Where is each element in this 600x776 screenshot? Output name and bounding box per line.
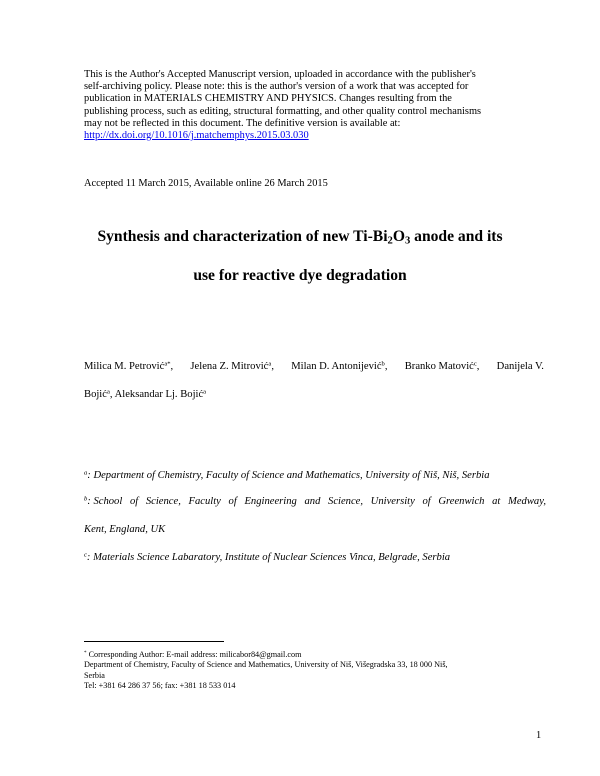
footnote-marker: * [84, 650, 87, 657]
affiliation-c: $^c$: Materials Science Labaratory, Institute of Nuclear Sciences Vinca, Belgrade, Serbia [84, 551, 451, 563]
author: Milan D. Antonijević$^b$, [291, 360, 388, 372]
affiliation-word: of [129, 496, 139, 507]
title-subscript: 3 [404, 235, 411, 247]
author: Bojić$^a$, [84, 388, 113, 400]
affiliation-word: $^b$: School [84, 495, 123, 507]
title-subscript: 2 [387, 235, 393, 247]
affiliation-marker: a [84, 469, 88, 477]
affiliation-word: Engineering [244, 496, 297, 507]
footnote-line: Department of Chemistry, Faculty of Science and Mathematics, University of Niš, Višegradska 33, 18 000 Niš, [84, 660, 448, 670]
footnote-line: * Corresponding Author: E-mail address: milicabor84@gmail.com [84, 650, 302, 659]
author-manuscript-notice [84, 69, 544, 142]
affiliation-word: and [304, 496, 321, 507]
title-text: O [392, 228, 405, 245]
affiliation-word: Greenwich [438, 496, 485, 507]
affiliation-marker: b [84, 495, 88, 503]
affiliation-word: Science, [328, 496, 364, 507]
affiliation-word: University [370, 496, 415, 507]
affiliation-a: $^a$: Department of Chemistry, Faculty of Science and Mathematics, University of Niš, Niš, Serbia [84, 469, 490, 481]
author: Branko Matović$^c$, [404, 360, 480, 372]
affiliation-b [84, 496, 546, 507]
page-number: 1 [536, 730, 542, 741]
author-list-line-1 [84, 361, 544, 372]
affiliation-marker: c [84, 551, 87, 559]
author: Milica M. Petrović$^{a*}$, [84, 360, 174, 372]
footnote-separator [84, 641, 224, 642]
affiliation-word: of [422, 496, 431, 507]
notice-line: self-archiving policy. Please note: this is the author's version of a work that was accepted for [84, 81, 469, 93]
affiliation-word: Medway, [508, 496, 546, 507]
affiliation-word: Science, [145, 496, 181, 507]
footnote-line: Tel: +381 64 286 37 56; fax: +381 18 533 014 [84, 680, 236, 690]
paper-title-line-2: use for reactive dye degradation [193, 267, 407, 284]
title-text: Synthesis and characterization of new Ti-Bi [97, 228, 388, 245]
author: Jelena Z. Mitrović$^a$, [190, 360, 274, 372]
notice-line: publication in MATERIALS CHEMISTRY AND PHYSICS. Changes resulting from the [84, 93, 452, 105]
affiliation-word: at [492, 496, 501, 507]
corresponding-author-footnote [84, 650, 544, 691]
author: Aleksandar Lj. Bojić$^a$ [114, 388, 207, 400]
author: Danijela V. [496, 361, 544, 372]
paper-title-line-1 [60, 228, 540, 246]
notice-line: may not be reflected in this document. The definitive version is available at: [84, 117, 401, 129]
footnote-line: Serbia [84, 670, 105, 680]
affiliation-b-continued: Kent, England, UK [84, 524, 166, 535]
affiliation-word: of [228, 496, 237, 507]
accepted-date: Accepted 11 March 2015, Available online 26 March 2015 [84, 178, 328, 189]
doi-link[interactable]: http://dx.doi.org/10.1016/j.matchemphys.2015.03.030 [84, 130, 309, 142]
notice-line: This is the Author's Accepted Manuscript version, uploaded in accordance with the publisher's [84, 69, 476, 80]
notice-line: publishing process, such as editing, structural formatting, and other quality control mechanisms [84, 105, 482, 117]
affiliation-word: Faculty [188, 496, 221, 507]
author-list-line-2 [84, 389, 544, 400]
title-text: anode and its [410, 228, 503, 245]
